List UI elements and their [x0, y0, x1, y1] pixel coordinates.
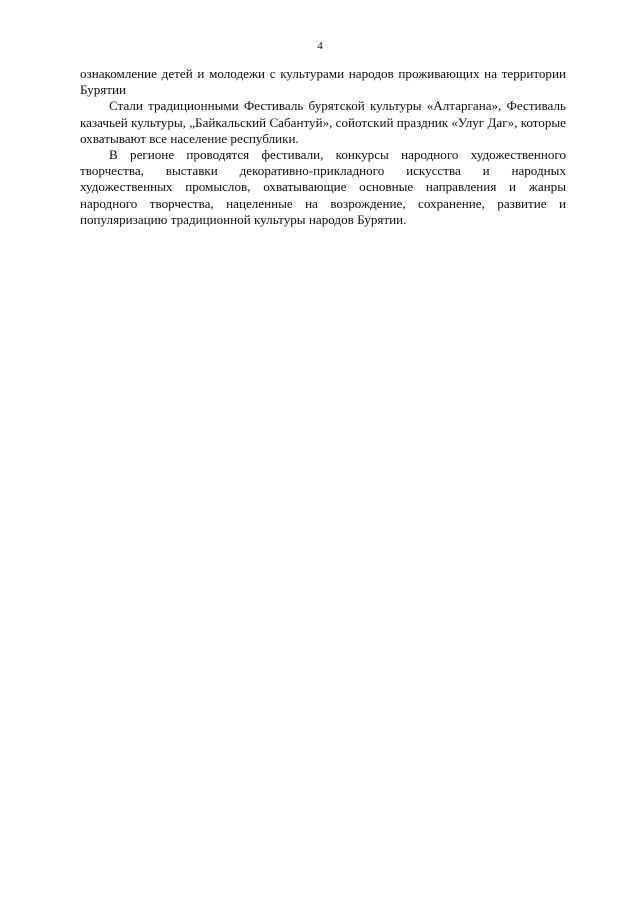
paragraph-3: В регионе проводятся фестивали, конкурсы народного художественного творчества, выставки декоративно-прикладного искусства и народных художественных промыслов, охватывающие основные направления и жанры народного творчества, нацеленные на возрождение, сохранение, развитие и популяризацию традиционной культуры народов Бурятии.: [80, 147, 566, 227]
document-body: [80, 66, 566, 228]
paragraph-2: Стали традиционными Фестиваль бурятской культуры «Алтаргана», Фестиваль казачьей культуры, „Байкальский Сабантуй», сойотский праздник «Улуг Даг», которые охватывают все население республики.: [80, 98, 566, 146]
paragraph-1: ознакомление детей и молодежи с культурами народов проживающих на территории Бурятии: [80, 66, 566, 98]
page-number: 4: [317, 40, 323, 52]
